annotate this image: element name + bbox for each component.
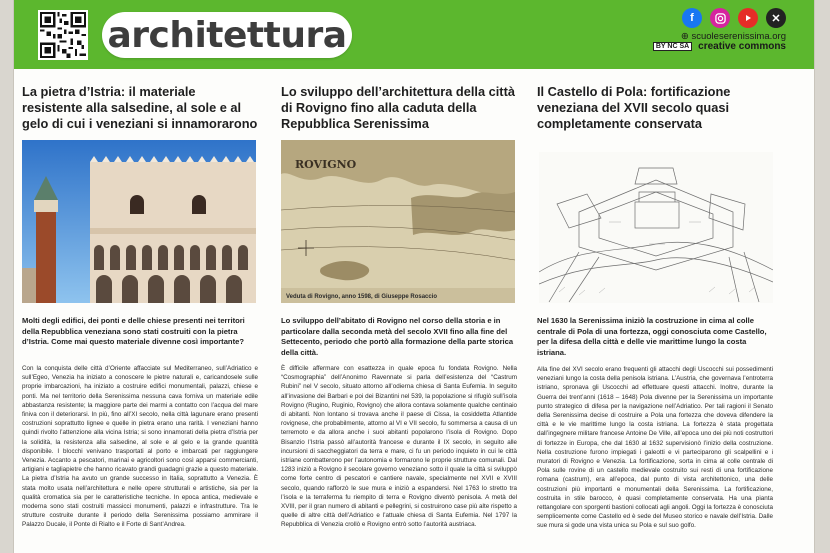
license-block	[653, 42, 786, 51]
intro-rovigno: Lo sviluppo dell’abitato di Rovigno nel corso della storia e in particolare dalla seconda metà del secolo XVII fino alla fine del Settecento, periodo che portò alla formazione della parte storica della città.	[281, 316, 514, 357]
body-castello: Alla fine del XVI secolo erano frequenti gli attacchi degli Uscocchi sui possedimenti veneziani lungo la costa della penisola istriana. L’Austria, che governava l’entroterra istriano, spronava gli Uscocchi ad effettuare questi attacchi. Inoltre, durante la Guerra dei trent’anni (1618 – 1648) Pola divenne per la Serenissima un importante punto strategico di difesa per la navigazione nell’Adriatico. Per tali ragioni il Senato della Serenissima decise di costruire a Pola una fortezza che doveva difendere la città e le vie marittime lungo la costa istriana. La fortezza è stata progettata dall’ingegnere militare francese Antoine De Ville, all’epoca uno dei più noti costruttori di fortezze in Europa, che dal 1630 al 1632 supervisionò l’inizio della costruzione. Nella costruzione furono impiegati i galeotti e vi parteciparono gli scalpellini e i muratori di Rovigno e Venezia. La fortificazione, sorta in cima al colle centrale di Pola sulle rovine di un castello medievale costruito sui resti di una fortificazione romana (castrum), era all’epoca, dal punto di vista architettonico, una delle costruzioni più importanti e monumentali della Serenissima. La fortificazione, costruita in stile barocco, è quasi completamente conservata. Ha una pianta rettangolare con sporgenti bastioni collocati agli angoli. Oggi la fortezza è conosciuta semplicemente come Castello ed è sede del Museo storico e navale dell’Istria. Dalle sue mura si gode una vista unica su Pola e sul suo golfo.	[537, 366, 773, 530]
header-bar	[14, 0, 814, 69]
qr-code-icon[interactable]	[38, 10, 88, 60]
title-badge	[102, 12, 352, 58]
column-castello	[537, 84, 773, 132]
page-title: architettura	[107, 14, 347, 56]
website-link[interactable]: ⊕ scuoleserenissima.org	[680, 31, 786, 42]
facebook-icon[interactable]: f	[682, 8, 702, 28]
globe-icon: ⊕	[680, 31, 689, 42]
heading-castello: Il Castello di Pola: fortificazione veneziana del XVII secolo quasi completamente conservata	[537, 84, 731, 131]
heading-pietra: La pietra d’Istria: il materiale resistente alla salsedine, al sole e al gelo di cui i veneziani si innamorarono	[22, 84, 258, 131]
cc-badge: BY NC SA	[653, 42, 692, 51]
drawing-castello-pola	[539, 152, 773, 303]
heading-rovigno: Lo sviluppo dell’architettura della città di Rovigno fino alla caduta della Repubblica Serenissima	[281, 84, 515, 131]
intro-castello: Nel 1630 la Serenissima iniziò la costruzione in cima al colle centrale di Pola di una fortezza, oggi conosciuta come Castello, per la difesa della città e delle vie marittime lungo la costa istriana.	[537, 316, 767, 357]
body-pietra: Con la conquista delle città d’Oriente affacciate sul Mediterraneo, sull’Adriatico e sull’Egeo, Venezia ha iniziato a conoscere le pietre naturali e, caricandosele sulle proprie imbarcazioni, ha iniziato a costruire edifici monumentali, palazzi, chiese e ponti. Ma nel territorio della Serenissima nessuna cava forniva un materiale edile abbastanza resistente; la maggiore parte dei marmi a contatto con l’acqua del mare finiva con il deteriorarsi. In più, fino all’XI secolo, nella città lagunare erano presenti costruzioni soprattutto lignee e quelle in pietra erano una rarità. I veneziani hanno quindi rivolto l’attenzione alla vicina Istria; si sono innamorati della pietra d’Istria per la solidità, la resistenza alla salsedine, al sole e al gelo e la grande quantità disponibile. I blocchi venivano trasportati al porto e imbarcati per raggiungere Venezia. Accanto a pescatori, marinai e agricoltori sono così apparsi commercianti, artigiani e tagliapietre che hanno ricavato grandi guadagni grazie a questo materiale. La pietra d’Istria ha avuto un grande successo in Italia, soprattutto a Venezia. È stata molto usata nell’architettura e nelle opere strutturali e artistiche, sia per la qualità cromatica sia per le caratteristiche tecniche. In epoca antica, medievale e moderna sono stati costruiti massicci monumenti, palazzi e infrastrutture. Tra le strutture costruite durante il periodo della Serenissima possiamo ammirare il Palazzo Ducale, il Ponte di Rialto e il Forte di Sant’Andrea.	[22, 365, 258, 529]
cc-logo: creative commons	[698, 41, 786, 52]
social-links	[682, 8, 786, 28]
intro-pietra: Molti degli edifici, dei ponti e delle chiese presenti nei territori della Repubblica veneziana sono stati costruiti con la pietra d’Istria. Come mai questo materiale divenne così importante?	[22, 316, 245, 347]
photo-palazzo-ducale	[22, 140, 256, 303]
column-rovigno	[281, 84, 517, 132]
body-rovigno: È difficile affermare con esattezza in quale epoca fu fondata Rovigno. Nella “Cosmographia” dell’Anonimo Ravennate si parla dell’esistenza del “Castrum Rubini” nel V secolo, situato attorno all’odierna chiesa di Santa Eufemia. In seguito all’invasione dei Barbari e poi dei Bizantini nel 539, la popolazione si rifugiò sull’isola Rovigno (Rugino, Ruginio, Rovigno) che allora contava solamente qualche centinaio di abitanti. Non lontano si trovava anche il paese di Cissa, la cosiddetta Atlantide rovignese, che probabilmente, attorno al VI e VII secolo, fu sommersa a causa di un terremoto e da allora anche i suoi abitanti popolarono l’isola di Rovigno. Dopo Bisanzio l’Istria passò all’autorità francese e durante il IX secolo, in seguito alle incursioni di saccheggiatori da terra e mare, ci fu un periodo inquieto in cui le città istriane combatterono per l’autonomia e formarono le proprie strutture comunali. Dal 1283 iniziò a Rovigno il secolare governo veneziano sotto il quale la città si sviluppò come forte centro di pescatori e cantiere navale, specialmente nel XVII e XVIII secolo, quando rafforzò le sue mura e iniziò a espandersi. Nel 1763 lo stretto tra l’isola e la terraferma fu riempito di terra e Rovigno diventò penisola. A metà del XVIII, per il gran numero di abitanti e pellegrini, si costruirono case più alte rispetto a quelle di altre città dell’Adriatico e l’attuale chiesa di Santa Eufemia. Nel 1797 la Repubblica di Venezia crollò e Rovigno entrò sotto l’autorità austriaca.	[281, 365, 517, 529]
youtube-icon[interactable]	[738, 8, 758, 28]
column-pietra	[22, 84, 258, 132]
map-label: ROVIGNO	[295, 158, 357, 171]
map-caption: Veduta di Rovigno, anno 1598, di Giuseppe Rosaccio	[286, 294, 438, 300]
x-icon[interactable]: ✕	[766, 8, 786, 28]
map-rovigno	[281, 140, 515, 303]
instagram-icon[interactable]	[710, 8, 730, 28]
